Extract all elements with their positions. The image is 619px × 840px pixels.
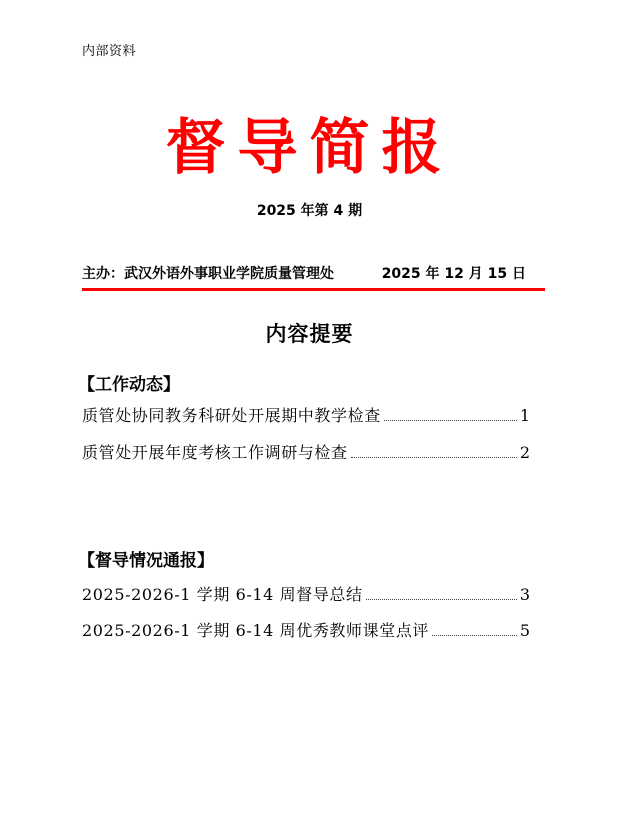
summary-title: 内容提要 bbox=[265, 322, 354, 346]
toc-item-title: 质管处开展年度考核工作调研与检查 bbox=[82, 443, 348, 462]
toc-item-title: 2025-2026-1 学期 6-14 周督导总结 bbox=[82, 585, 363, 604]
internal-label: 内部资料 bbox=[82, 44, 137, 59]
masthead-title: 督导简报 bbox=[165, 113, 454, 183]
toc-item-title: 质管处协同教务科研处开展期中教学检查 bbox=[82, 406, 381, 425]
sponsor-text: 主办：武汉外语外事职业学院质量管理处 bbox=[82, 266, 334, 282]
toc-leader-dots bbox=[384, 420, 517, 421]
issue-number: 2025 年第 4 期 bbox=[256, 203, 363, 219]
toc-item[interactable] bbox=[82, 620, 530, 642]
toc-item-page: 5 bbox=[519, 621, 530, 640]
toc-item[interactable] bbox=[82, 405, 530, 427]
issue-date: 2025 年 12 月 15 日 bbox=[381, 266, 526, 282]
toc-item-page: 1 bbox=[519, 406, 530, 425]
toc-leader-dots bbox=[432, 635, 517, 636]
toc-item-title: 2025-2026-1 学期 6-14 周优秀教师课堂点评 bbox=[82, 621, 430, 640]
toc-leader-dots bbox=[351, 457, 517, 458]
toc-leader-dots bbox=[366, 599, 517, 600]
toc-item[interactable] bbox=[82, 442, 530, 464]
section-heading-work-news: 【工作动态】 bbox=[78, 375, 180, 395]
red-divider bbox=[82, 288, 545, 291]
toc-item[interactable] bbox=[82, 584, 530, 606]
sponsor-line bbox=[82, 263, 544, 283]
toc-item-page: 3 bbox=[519, 585, 530, 604]
toc-item-page: 2 bbox=[519, 443, 530, 462]
section-heading-supervision-report: 【督导情况通报】 bbox=[78, 551, 214, 571]
